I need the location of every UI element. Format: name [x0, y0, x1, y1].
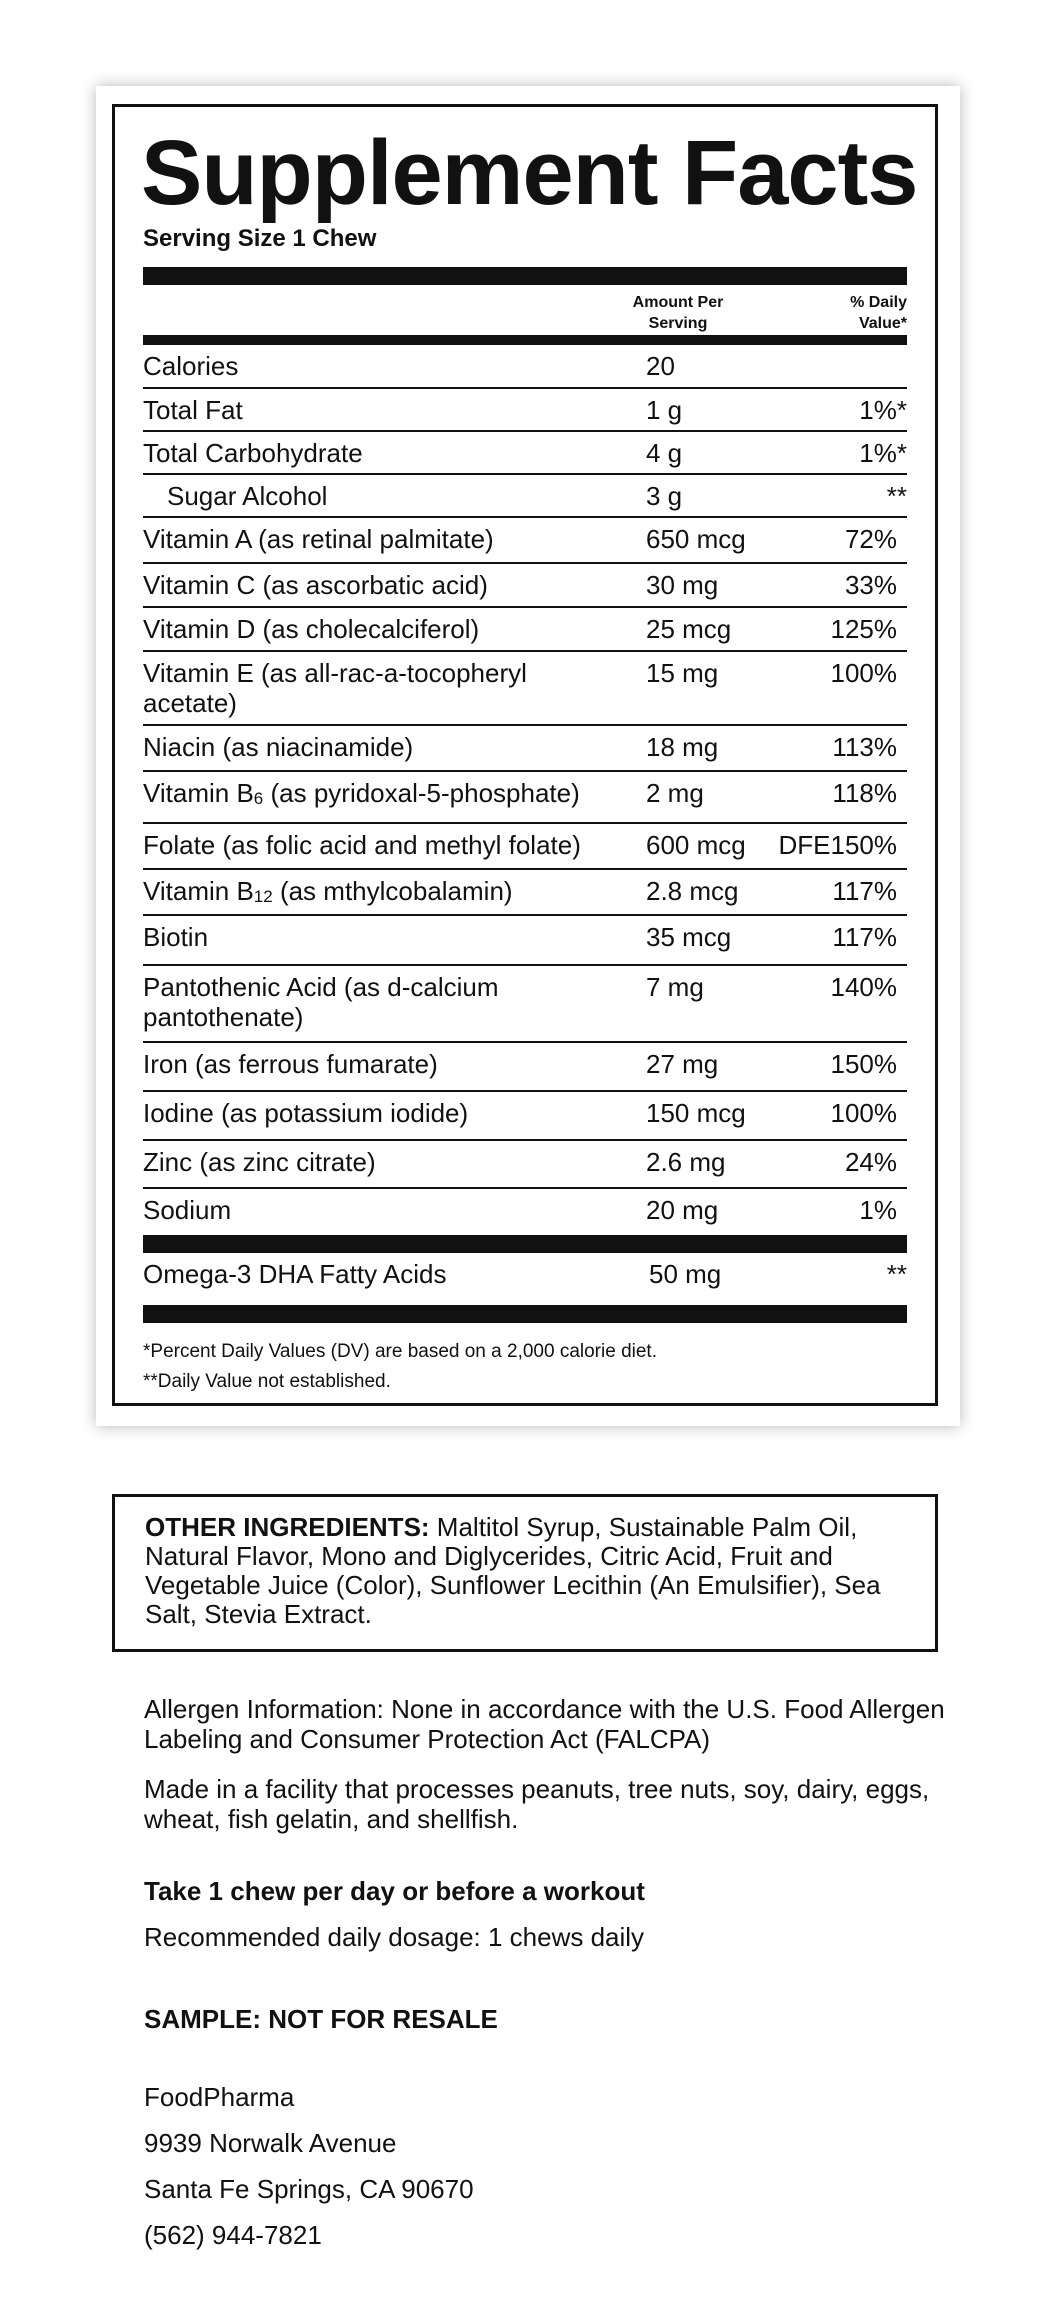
- table-row: [143, 772, 907, 824]
- nutrient-dv: 117%: [832, 876, 897, 906]
- nutrient-name: Pantothenic Acid (as d-calcium pantothenate): [143, 972, 499, 1032]
- facts-title: Supplement Facts: [141, 122, 918, 224]
- sample-notice: SAMPLE: NOT FOR RESALE: [144, 2004, 498, 2034]
- divider-header: [143, 335, 907, 345]
- divider-thick: [143, 1305, 907, 1323]
- nutrient-amount: 150 mcg: [646, 1098, 746, 1128]
- table-header: [143, 285, 907, 335]
- table-row: [143, 608, 907, 652]
- nutrient-name: Vitamin A (as retinal palmitate): [143, 524, 494, 554]
- nutrient-amount: 2 mg: [646, 778, 704, 808]
- nutrient-dv: 150%: [830, 1049, 897, 1079]
- nutrient-dv: 1%*: [859, 395, 907, 425]
- footnotes: [143, 1337, 907, 1397]
- nutrient-dv: **: [886, 481, 907, 511]
- company-name: FoodPharma: [144, 2082, 295, 2112]
- footnote-not-established: **Daily Value not established.: [143, 1371, 391, 1392]
- nutrient-amount: 2.8 mcg: [646, 876, 739, 906]
- nutrient-name: Sodium: [143, 1195, 232, 1225]
- nutrient-amount: 27 mg: [646, 1049, 719, 1079]
- nutrient-name: Zinc (as zinc citrate): [143, 1147, 376, 1177]
- allergen-information: Allergen Information: None in accordance with the U.S. Food Allergen Labeling and Consumer Protection Act (FALCPA): [144, 1694, 945, 1754]
- nutrient-dv: 100%: [830, 658, 897, 688]
- table-row: [143, 564, 907, 608]
- nutrient-name: Biotin: [143, 922, 209, 952]
- nutrient-dv: 125%: [830, 614, 897, 644]
- nutrient-dv: 117%: [832, 922, 897, 952]
- nutrient-dv: 72%: [844, 524, 897, 554]
- other-ingredients-box: [112, 1494, 938, 1652]
- nutrient-amount: 4 g: [646, 438, 683, 468]
- nutrient-name: Vitamin $B_6$ (as pyridoxal-5-phosphate): [143, 778, 580, 808]
- table-row: [143, 345, 907, 389]
- table-row: [143, 1141, 907, 1189]
- table-row: [143, 652, 907, 726]
- nutrient-name: Niacin (as niacinamide): [143, 732, 414, 762]
- nutrient-name: Iron (as ferrous fumarate): [143, 1049, 438, 1079]
- nutrient-dv: 24%: [844, 1147, 897, 1177]
- nutrient-amount: 15 mg: [646, 658, 719, 688]
- nutrient-dv: 113%: [832, 732, 897, 762]
- nutrient-amount: 650 mcg: [646, 524, 746, 554]
- nutrient-dv: 33%: [844, 570, 897, 600]
- nutrient-name: Calories: [143, 351, 239, 381]
- nutrient-name: Omega-3 DHA Fatty Acids: [143, 1259, 447, 1289]
- directions-title: Take 1 chew per day or before a workout: [144, 1876, 645, 1906]
- ingredients-label: OTHER INGREDIENTS:: [145, 1512, 430, 1542]
- table-row: [143, 870, 907, 916]
- table-row: [143, 966, 907, 1043]
- nutrient-amount: 3 g: [646, 481, 683, 511]
- table-row: [143, 824, 907, 870]
- ingredients-text: Maltitol Syrup, Sustainable Palm Oil, Natural Flavor, Mono and Diglycerides, Citric Acid, Fruit and Vegetable Juice (Color), Sunflower Lecithin (An Emulsifier), Sea Salt, Stevia Extract.: [145, 1512, 881, 1629]
- col-dv-header: % Daily Value*: [850, 294, 907, 332]
- nutrient-name: Total Fat: [143, 395, 243, 425]
- nutrient-dv: 140%: [830, 972, 897, 1002]
- divider-thick: [143, 1235, 907, 1253]
- company-phone: (562) 944-7821: [144, 2220, 322, 2250]
- company-city: Santa Fe Springs, CA 90670: [144, 2174, 474, 2204]
- table-row: [143, 726, 907, 772]
- table-row: [143, 916, 907, 966]
- nutrient-amount: 35 mcg: [646, 922, 732, 952]
- divider-thick: [143, 267, 907, 285]
- company-street: 9939 Norwalk Avenue: [144, 2128, 397, 2158]
- nutrient-amount: 7 mg: [646, 972, 704, 1002]
- omega-row: [143, 1253, 907, 1305]
- table-row: [143, 1043, 907, 1092]
- nutrient-name: Vitamin C (as ascorbatic acid): [143, 570, 488, 600]
- nutrient-name: Sugar Alcohol: [167, 481, 328, 511]
- table-row: [143, 1189, 907, 1235]
- nutrient-dv: 118%: [832, 778, 897, 808]
- nutrient-dv: DFE150%: [778, 830, 897, 860]
- nutrient-amount: 600 mcg: [646, 830, 746, 860]
- table-row: [143, 432, 907, 475]
- nutrient-name: Vitamin D (as cholecalciferol): [143, 614, 480, 644]
- table-row: [143, 389, 907, 432]
- nutrient-amount: 2.6 mg: [646, 1147, 726, 1177]
- nutrient-dv: **: [886, 1259, 907, 1289]
- nutrient-name: Folate (as folic acid and methyl folate): [143, 830, 581, 860]
- nutrient-amount: 50 mg: [649, 1259, 722, 1289]
- nutrient-dv: 100%: [830, 1098, 897, 1128]
- nutrient-name: Vitamin $B_{12}$ (as mthylcobalamin): [143, 876, 513, 906]
- table-row: [143, 518, 907, 564]
- table-row: [143, 1092, 907, 1141]
- nutrient-name: Total Carbohydrate: [143, 438, 363, 468]
- supplement-facts-panel: [112, 104, 938, 1406]
- nutrient-amount: 20: [646, 351, 675, 381]
- nutrient-amount: 20 mg: [646, 1195, 719, 1225]
- directions-text: Recommended daily dosage: 1 chews daily: [144, 1922, 645, 1952]
- serving-size: Serving Size 1 Chew: [143, 225, 377, 252]
- facility-statement: Made in a facility that processes peanuts, tree nuts, soy, dairy, eggs, wheat, fish gelatin, and shellfish.: [144, 1774, 930, 1834]
- footnote-dv: *Percent Daily Values (DV) are based on a 2,000 calorie diet.: [143, 1341, 657, 1362]
- nutrient-amount: 18 mg: [646, 732, 719, 762]
- nutrient-dv: 1%: [859, 1195, 897, 1225]
- col-amount-header: Amount Per Serving: [632, 294, 724, 332]
- nutrient-name: Iodine (as potassium iodide): [143, 1098, 469, 1128]
- nutrient-rows: [143, 345, 907, 1235]
- table-row: [143, 475, 907, 518]
- nutrient-amount: 25 mcg: [646, 614, 732, 644]
- nutrient-amount: 30 mg: [646, 570, 719, 600]
- nutrient-amount: 1 g: [646, 395, 683, 425]
- nutrient-dv: 1%*: [859, 438, 907, 468]
- nutrient-name: Vitamin E (as all-rac-a-tocopheryl acetate): [143, 658, 527, 718]
